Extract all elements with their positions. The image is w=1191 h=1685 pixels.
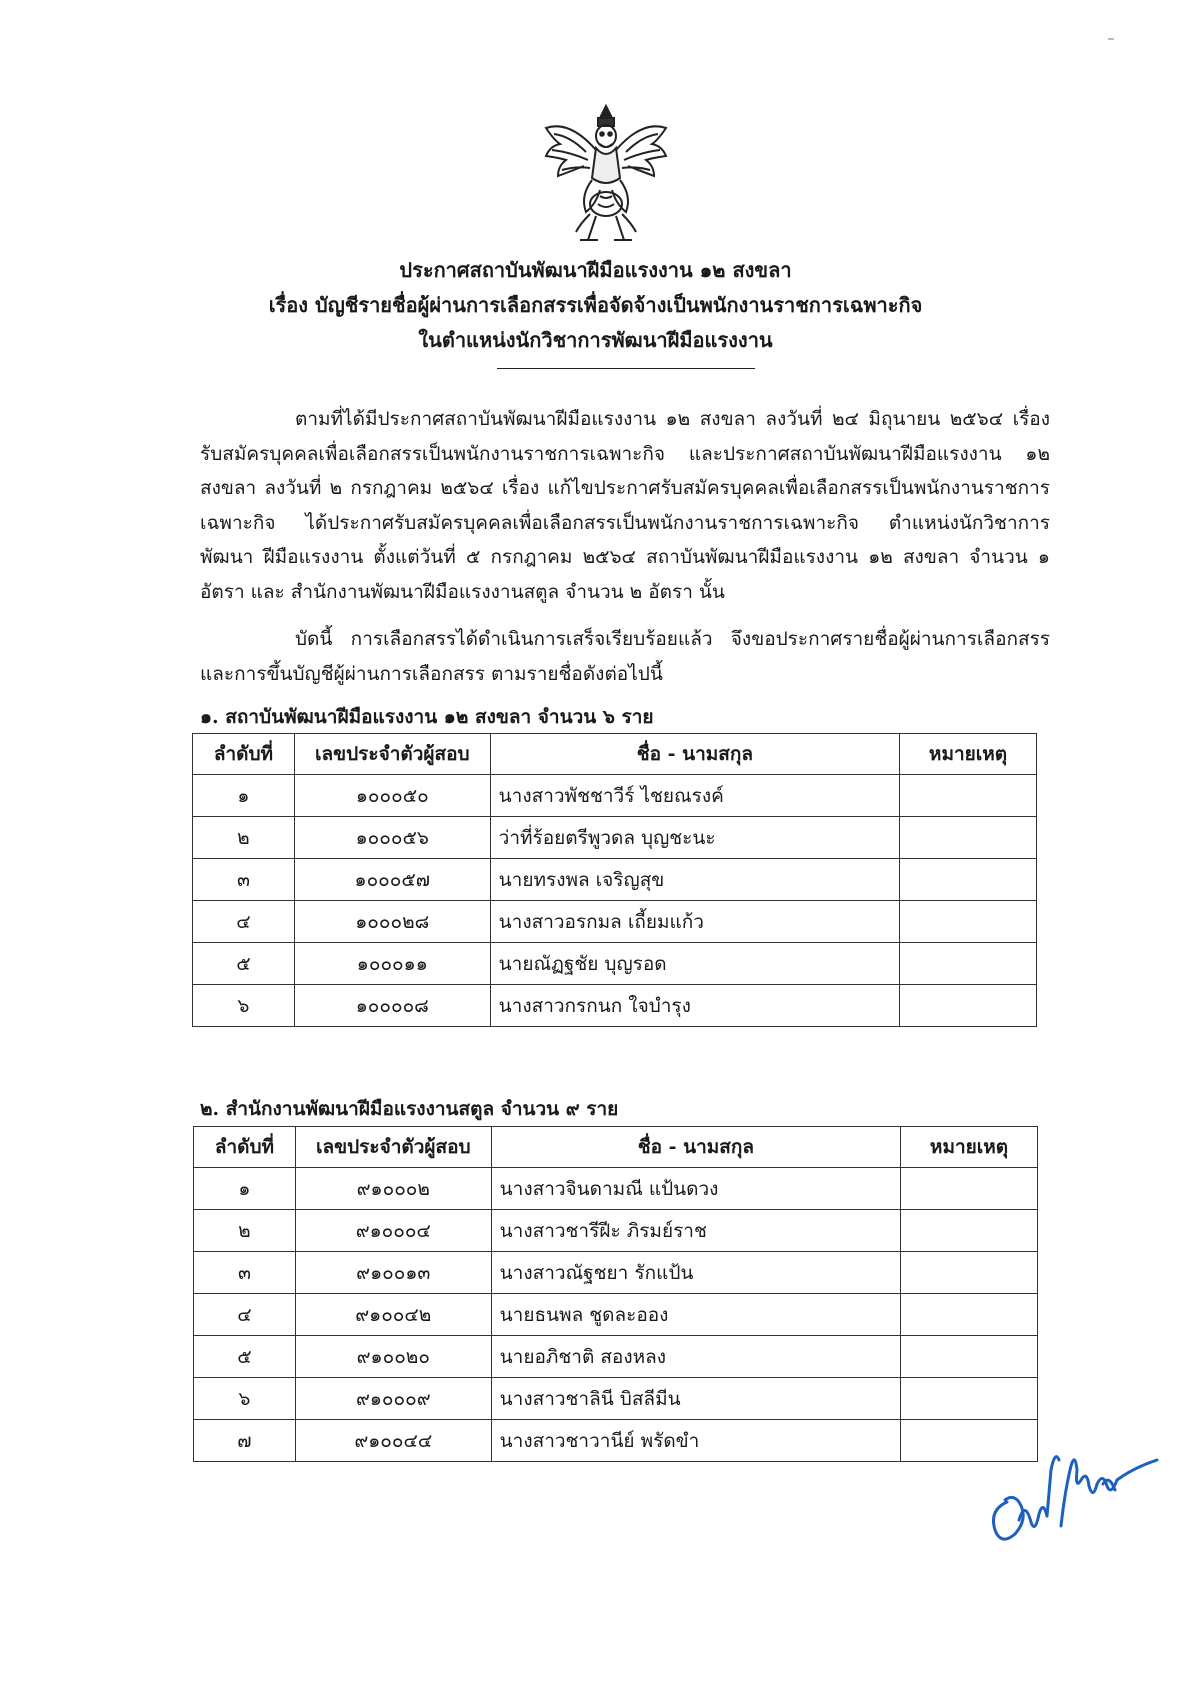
row-order: ๒ <box>194 1210 296 1252</box>
row-remark <box>900 859 1037 901</box>
row-exam-id: ๙๑๐๐๐๔ <box>295 1210 491 1252</box>
row-order: ๔ <box>193 901 295 943</box>
col-header-exam-id: เลขประจำตัวผู้สอบ <box>295 1127 491 1168</box>
row-exam-id: ๙๑๐๐๔๒ <box>295 1294 491 1336</box>
row-order: ๗ <box>194 1420 296 1462</box>
table-row <box>193 817 1037 859</box>
table-row <box>194 1210 1038 1252</box>
body-paragraph-2: บัดนี้ การเลือกสรรได้ดำเนินการเสร็จเรียบร้อยแล้ว จึงขอประกาศรายชื่อผู้ผ่านการเลือกสรร และการขึ้นบัญชีผู้ผ่านการเลือกสรร ตามรายชื่อดังต่อไปนี้ <box>200 628 1050 685</box>
row-name: นางสาวชาลินี บิสลีมีน <box>491 1378 900 1420</box>
row-remark <box>900 817 1037 859</box>
row-remark <box>900 775 1037 817</box>
row-exam-id: ๑๐๐๐๕๖ <box>294 817 490 859</box>
row-exam-id: ๙๑๐๐๐๙ <box>295 1378 491 1420</box>
col-header-order: ลำดับที่ <box>194 1127 296 1168</box>
row-exam-id: ๑๐๐๐๕๗ <box>294 859 490 901</box>
section-2-table <box>193 1126 1038 1462</box>
table-row <box>193 985 1037 1027</box>
row-exam-id: ๑๐๐๐๐๘ <box>294 985 490 1027</box>
row-exam-id: ๙๑๐๐๐๒ <box>295 1168 491 1210</box>
table-row <box>194 1378 1038 1420</box>
row-name: นายอภิชาติ สองหลง <box>491 1336 900 1378</box>
table-row <box>194 1252 1038 1294</box>
col-header-remark: หมายเหตุ <box>900 734 1037 775</box>
row-name: นางสาวพัชชาวีร์ ไชยณรงค์ <box>490 775 899 817</box>
row-name: นายณัฏฐชัย บุญรอด <box>490 943 899 985</box>
announcement-title: ประกาศสถาบันพัฒนาฝีมือแรงงาน ๑๒ สงขลา <box>399 258 792 282</box>
table-row <box>194 1336 1038 1378</box>
table-header-row <box>194 1127 1038 1168</box>
table-row <box>193 775 1037 817</box>
row-exam-id: ๑๐๐๐๒๘ <box>294 901 490 943</box>
row-name: ว่าที่ร้อยตรีพูวดล บุญชะนะ <box>490 817 899 859</box>
row-exam-id: ๑๐๐๐๑๑ <box>294 943 490 985</box>
section-1-title: ๑. สถาบันพัฒนาฝีมือแรงงาน ๑๒ สงขลา จำนวน ๖ ราย <box>200 706 654 728</box>
row-name: นางสาวอรกมล เถี้ยมแก้ว <box>490 901 899 943</box>
row-order: ๒ <box>193 817 295 859</box>
row-remark <box>900 985 1037 1027</box>
row-remark <box>901 1210 1038 1252</box>
section-2-title: ๒. สำนักงานพัฒนาฝีมือแรงงานสตูล จำนวน ๙ ราย <box>200 1098 619 1120</box>
title-divider <box>497 368 755 369</box>
table-row <box>194 1420 1038 1462</box>
row-name: นางสาวจินดามณี แป้นดวง <box>491 1168 900 1210</box>
row-remark <box>901 1252 1038 1294</box>
col-header-remark: หมายเหตุ <box>901 1127 1038 1168</box>
table-row <box>193 901 1037 943</box>
table-row <box>193 943 1037 985</box>
row-name: นายธนพล ชูดละออง <box>491 1294 900 1336</box>
col-header-order: ลำดับที่ <box>193 734 295 775</box>
table-row <box>193 859 1037 901</box>
row-order: ๖ <box>193 985 295 1027</box>
row-order: ๕ <box>194 1336 296 1378</box>
row-name: นางสาวชาวานีย์ พรัดขำ <box>491 1420 900 1462</box>
garuda-emblem-icon <box>540 100 672 250</box>
announcement-subject: เรื่อง บัญชีรายชื่อผู้ผ่านการเลือกสรรเพื่อจัดจ้างเป็นพนักงานราชการเฉพาะกิจ <box>268 293 923 317</box>
col-header-name: ชื่อ - นามสกุล <box>490 734 899 775</box>
table-row <box>194 1294 1038 1336</box>
row-order: ๔ <box>194 1294 296 1336</box>
body-paragraph-1: ตามที่ได้มีประกาศสถาบันพัฒนาฝีมือแรงงาน ๑๒ สงขลา ลงวันที่ ๒๔ มิถุนายน ๒๕๖๔ เรื่อง รับสมัครบุคคลเพื่อเลือกสรรเป็นพนักงานราชการเฉพาะกิจ และประกาศสถาบันพัฒนาฝีมือแรงงาน ๑๒ สงขลา ลงวันที่ ๒ กรกฎาคม ๒๕๖๔ เรื่อง แก้ไขประกาศรับสมัครบุคคลเพื่อเลือกสรรเป็นพนักงานราชการ เฉพาะกิจ ได้ประกาศรับสมัครบุคคลเพื่อเลือกสรรเป็นพนักงานราชการเฉพาะกิจ ตำแหน่งนักวิชาการพัฒนา ฝีมือแรงงาน ตั้งแต่วันที่ ๕ กรกฎาคม ๒๕๖๔ สถาบันพัฒนาฝีมือแรงงาน ๑๒ สงขลา จำนวน ๑ อัตรา และ สำนักงานพัฒนาฝีมือแรงงานสตูล จำนวน ๒ อัตรา นั้น <box>200 408 1050 603</box>
row-order: ๕ <box>193 943 295 985</box>
row-order: ๓ <box>193 859 295 901</box>
row-exam-id: ๑๐๐๐๕๐ <box>294 775 490 817</box>
row-remark <box>901 1294 1038 1336</box>
announcement-position: ในตำแหน่งนักวิชาการพัฒนาฝีมือแรงงาน <box>418 328 773 352</box>
row-exam-id: ๙๑๐๐๒๐ <box>295 1336 491 1378</box>
row-name: นางสาวณัฐชยา รักแป้น <box>491 1252 900 1294</box>
col-header-name: ชื่อ - นามสกุล <box>491 1127 900 1168</box>
row-remark <box>900 943 1037 985</box>
table-header-row <box>193 734 1037 775</box>
row-remark <box>901 1336 1038 1378</box>
row-name: นางสาวกรกนก ใจบำรุง <box>490 985 899 1027</box>
col-header-exam-id: เลขประจำตัวผู้สอบ <box>294 734 490 775</box>
table-row <box>194 1168 1038 1210</box>
handwritten-signature <box>985 1430 1160 1550</box>
row-remark <box>901 1378 1038 1420</box>
row-order: ๑ <box>193 775 295 817</box>
row-name: นายทรงพล เจริญสุข <box>490 859 899 901</box>
row-exam-id: ๙๑๐๐๑๓ <box>295 1252 491 1294</box>
section-1-table <box>192 733 1037 1027</box>
row-order: ๓ <box>194 1252 296 1294</box>
row-order: ๖ <box>194 1378 296 1420</box>
row-remark <box>900 901 1037 943</box>
row-order: ๑ <box>194 1168 296 1210</box>
row-remark <box>901 1168 1038 1210</box>
scan-mark <box>1108 38 1114 40</box>
row-exam-id: ๙๑๐๐๔๔ <box>295 1420 491 1462</box>
row-name: นางสาวชารีฝีะ ภิรมย์ราช <box>491 1210 900 1252</box>
